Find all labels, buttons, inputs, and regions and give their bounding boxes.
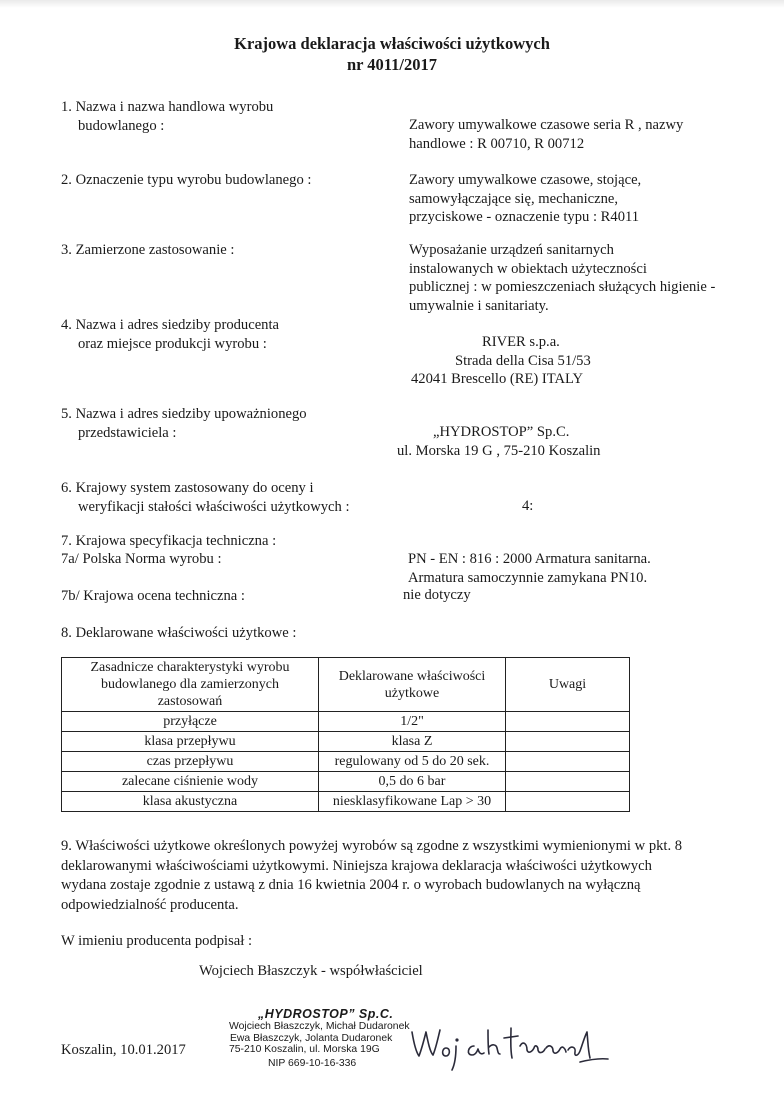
table-header-declared-line2: użytkowe	[384, 685, 440, 701]
item-7-label: 7. Krajowa specyfikacja techniczna :	[61, 533, 277, 549]
statement-line3: wydana zostaje zgodnie z ustawą z dnia 16 kwietnia 2004 r. o wyrobach budowlanych na wyłączną	[61, 877, 641, 893]
item-1-value-line1: Zawory umywalkowe czasowe seria R , nazwy	[409, 117, 684, 133]
item-6-label-line1: 6. Krajowy system zastosowany do oceny i	[61, 480, 314, 496]
table-header-notes: Uwagi	[506, 658, 630, 712]
item-5-label-line1: 5. Nazwa i adres siedziby upoważnionego	[61, 406, 307, 422]
table-cell-value: regulowany od 5 do 20 sek.	[319, 752, 506, 772]
item-1-label-line1: 1. Nazwa i nazwa handlowa wyrobu	[61, 99, 274, 115]
item-5-value	[397, 423, 600, 460]
item-3-value-line4: umywalnie i sanitariaty.	[409, 298, 549, 315]
item-7a-label: 7a/ Polska Norma wyrobu :	[61, 551, 222, 567]
table-row	[62, 772, 630, 792]
item-2-value-line1: Zawory umywalkowe czasowe, stojące,	[409, 172, 642, 188]
item-6-value: 4:	[522, 498, 534, 514]
table-header-declared	[319, 658, 506, 712]
table-cell-note	[506, 752, 630, 772]
item-1-value	[409, 116, 683, 153]
item-2-value	[409, 171, 641, 227]
statement-line2: deklarowanymi właściwościami użytkowymi. Niniejsza krajowa deklaracja właściwości użytkowych	[61, 857, 652, 874]
item-7b-value: nie dotyczy	[403, 587, 471, 603]
item-8-label: 8. Deklarowane właściwości użytkowe :	[61, 625, 297, 641]
item-4-label-line1: 4. Nazwa i adres siedziby producenta	[61, 317, 280, 333]
table-cell-note	[506, 732, 630, 752]
table-cell-characteristic: zalecane ciśnienie wody	[62, 772, 319, 792]
place-and-date: Koszalin, 10.01.2017	[61, 1042, 186, 1058]
item-5-label-line2: przedstawiciela :	[78, 424, 177, 441]
stamp-company-name: „HYDROSTOP” Sp.C.	[258, 1007, 394, 1021]
table-cell-note	[506, 712, 630, 732]
stamp-nip: NIP 669-10-16-336	[268, 1057, 357, 1069]
table-cell-note	[506, 772, 630, 792]
item-2-label: 2. Oznaczenie typu wyrobu budowlanego :	[61, 172, 312, 188]
table-header-characteristic-line2: budowlanego dla zamierzonych	[100, 677, 280, 692]
item-1-label-line2: budowlanego :	[78, 117, 165, 134]
item-6-label	[61, 479, 350, 516]
table-row	[62, 732, 630, 752]
table-row	[62, 712, 630, 732]
statement-line1: 9. Właściwości użytkowe określonych powyżej wyrobów są zgodne z wszystkimi wymienionymi w pkt. 8	[61, 838, 683, 854]
table-cell-note	[506, 792, 630, 812]
table-row	[62, 792, 630, 812]
stamp-line1: Wojciech Błaszczyk, Michał Dudaronek	[229, 1021, 410, 1032]
table-header-characteristic-line1: Zasadnicze charakterystyki wyrobu	[90, 660, 290, 675]
document-title: Krajowa deklaracja właściwości użytkowych	[234, 34, 550, 53]
representative-name: „HYDROSTOP” Sp.C.	[433, 424, 570, 440]
item-7a-value-line2: Armatura samoczynnie zamykana PN10.	[408, 569, 648, 586]
item-3-value-line3: publicznej : w pomieszczeniach służących higienie -	[409, 279, 716, 296]
item-5-label	[61, 405, 307, 442]
table-header-characteristic-line3: zastosowań	[157, 694, 223, 709]
table-header-declared-line1: Deklarowane właściwości	[338, 668, 486, 684]
item-7b-label: 7b/ Krajowa ocena techniczna :	[61, 588, 245, 604]
company-stamp	[229, 1007, 410, 1069]
item-1-value-line2: handlowe : R 00710, R 00712	[409, 135, 585, 152]
table-cell-characteristic: klasa przepływu	[62, 732, 319, 752]
representative-address: ul. Morska 19 G , 75-210 Koszalin	[397, 442, 601, 459]
table-header-row	[62, 658, 630, 712]
item-3-value-line1: Wyposażanie urządzeń sanitarnych	[409, 242, 614, 258]
item-7a-value	[408, 550, 651, 587]
item-3-value	[409, 241, 715, 316]
table-cell-value: klasa Z	[319, 732, 506, 752]
table-cell-value: 0,5 do 6 bar	[319, 772, 506, 792]
statement-line4: odpowiedzialność producenta.	[61, 896, 239, 913]
item-4-value	[411, 333, 591, 389]
item-6-label-line2: weryfikacji stałości właściwości użytkowych :	[78, 498, 350, 515]
producer-city: 42041 Brescello (RE) ITALY	[411, 371, 584, 388]
producer-street: Strada della Cisa 51/53	[455, 352, 591, 369]
item-3-label: 3. Zamierzone zastosowanie :	[61, 242, 235, 258]
item-4-label-line2: oraz miejsce produkcji wyrobu :	[78, 335, 267, 352]
compliance-statement	[61, 837, 682, 915]
item-2-value-line3: przyciskowe - oznaczenie typu : R4011	[409, 209, 640, 226]
item-4-label	[61, 316, 279, 353]
item-1-label	[61, 98, 273, 135]
signer-name: Wojciech Błaszczyk - współwłaściciel	[199, 963, 423, 979]
table-cell-characteristic: czas przepływu	[62, 752, 319, 772]
declared-properties-table	[61, 657, 630, 812]
handwritten-signature	[408, 1018, 613, 1073]
table-cell-characteristic: przyłącze	[62, 712, 319, 732]
table-cell-value: niesklasyfikowane Lap > 30	[319, 792, 506, 812]
table-cell-value: 1/2"	[319, 712, 506, 732]
producer-name: RIVER s.p.a.	[482, 334, 560, 350]
item-2-value-line2: samowyłączające się, mechaniczne,	[409, 190, 619, 207]
item-3-value-line2: instalowanych w obiektach użyteczności	[409, 260, 647, 277]
stamp-line3: 75-210 Koszalin, ul. Morska 19G	[229, 1044, 380, 1055]
scan-edge	[0, 0, 784, 8]
table-header-characteristic	[62, 658, 319, 712]
table-row	[62, 752, 630, 772]
table-cell-characteristic: klasa akustyczna	[62, 792, 319, 812]
stamp-line2: Ewa Błaszczyk, Jolanta Dudaronek	[230, 1032, 393, 1044]
document-number: nr 4011/2017	[346, 55, 437, 74]
signed-on-behalf-label: W imieniu producenta podpisał :	[61, 933, 253, 949]
item-7a-value-line1: PN - EN : 816 : 2000 Armatura sanitarna.	[408, 551, 651, 567]
